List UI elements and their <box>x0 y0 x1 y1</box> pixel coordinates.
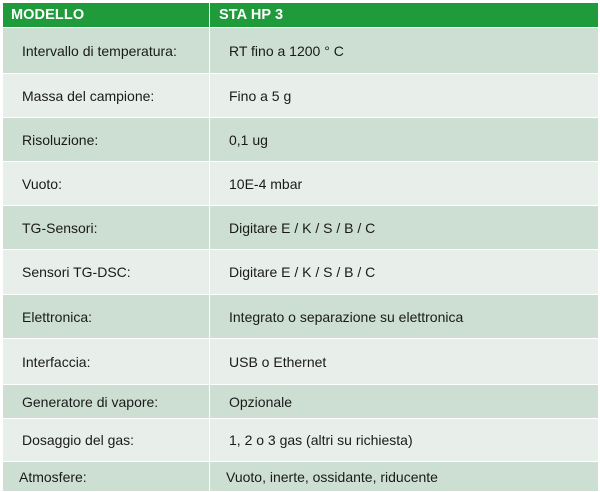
table-row <box>3 385 599 419</box>
table-row <box>3 295 599 339</box>
row-label: Vuoto: <box>3 162 210 206</box>
row-value: Fino a 5 g <box>210 74 599 118</box>
table-row <box>3 462 599 492</box>
row-label: Sensori TG-DSC: <box>3 250 210 295</box>
row-label: Generatore di vapore: <box>3 385 210 419</box>
header-label-cell: MODELLO <box>3 3 210 28</box>
row-label: Elettronica: <box>3 295 210 339</box>
row-value: Integrato o separazione su elettronica <box>210 295 599 339</box>
row-label: Interfaccia: <box>3 339 210 385</box>
table-row <box>3 419 599 462</box>
row-label: Massa del campione: <box>3 74 210 118</box>
table-row <box>3 28 599 74</box>
row-value: Digitare E / K / S / B / C <box>210 250 599 295</box>
row-value: RT fino a 1200 ° C <box>210 28 599 74</box>
row-value: 0,1 ug <box>210 118 599 162</box>
row-value: Vuoto, inerte, ossidante, riducente <box>210 462 599 492</box>
row-value: USB o Ethernet <box>210 339 599 385</box>
row-label: TG-Sensori: <box>3 206 210 250</box>
specifications-table <box>2 2 599 492</box>
row-label: Dosaggio del gas: <box>3 419 210 462</box>
row-label: Risoluzione: <box>3 118 210 162</box>
row-value: 1, 2 o 3 gas (altri su richiesta) <box>210 419 599 462</box>
table-row <box>3 339 599 385</box>
row-label: Atmosfere: <box>3 462 210 492</box>
table-row <box>3 162 599 206</box>
row-value: 10E-4 mbar <box>210 162 599 206</box>
row-value: Opzionale <box>210 385 599 419</box>
row-label: Intervallo di temperatura: <box>3 28 210 74</box>
table-row <box>3 118 599 162</box>
row-value: Digitare E / K / S / B / C <box>210 206 599 250</box>
table-header-row <box>3 3 599 28</box>
header-value-cell: STA HP 3 <box>210 3 599 28</box>
table-row <box>3 250 599 295</box>
table-row <box>3 74 599 118</box>
table-row <box>3 206 599 250</box>
